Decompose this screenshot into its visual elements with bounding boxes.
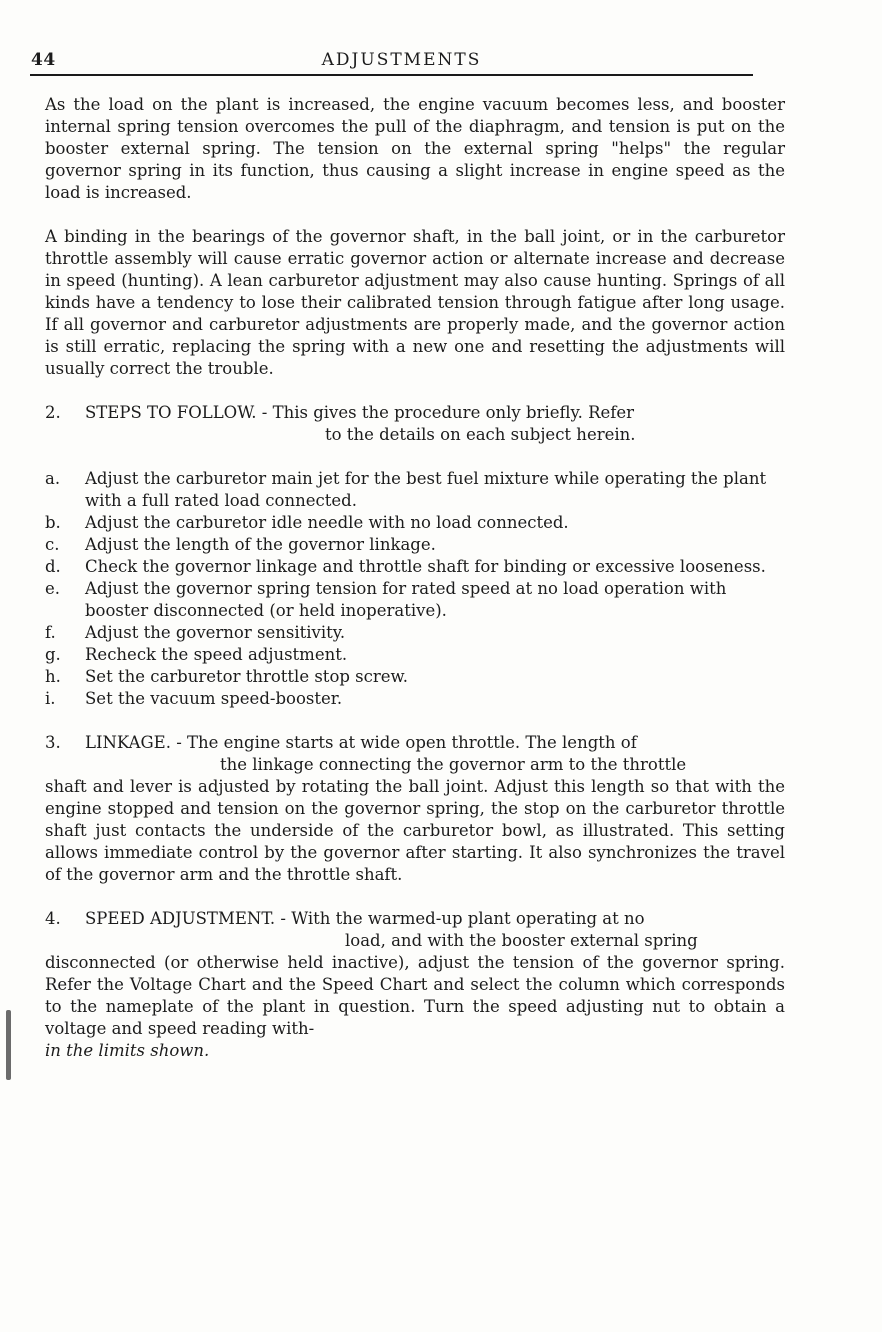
page-number: 44: [31, 50, 56, 70]
list-item: [45, 512, 785, 534]
section-2: [45, 402, 785, 446]
step-letter: a.: [45, 469, 61, 488]
steps-list: [45, 468, 785, 710]
step-text: Adjust the carburetor main jet for the best fuel mixture while operating the plant with a full rated load connected.: [85, 469, 767, 510]
running-head: ADJUSTMENTS: [321, 50, 482, 70]
list-item: [45, 468, 785, 512]
list-item: [45, 534, 785, 556]
step-text: Set the vacuum speed-booster.: [85, 689, 343, 708]
step-text: Adjust the governor spring tension for rated speed at no load operation with booster disconnected (or held inoperative).: [85, 579, 727, 620]
paragraph-hunting: A binding in the bearings of the governor shaft, in the ball joint, or in the carburetor throttle assembly will cause erratic governor action or alternate increase and decrease in speed (hunting). A lean carburetor adjustment may also cause hunting. Springs of all kinds have a tendency to lose their calibrated tension through fatigue after long usage. If all governor and carburetor adjustments are properly made, and the governor action is still erratic, replacing the spring with a new one and resetting the adjustments will usually correct the trouble.: [45, 227, 785, 378]
list-item: [45, 578, 785, 622]
section-4-body: disconnected (or otherwise held inactive), adjust the tension of the governor spring. Refer the Voltage Chart and the Speed Chart and select the column which corresponds to the nameplate of the plant in question. Turn the speed adjusting nut to obtain a voltage and speed reading with-: [45, 953, 785, 1038]
step-text: Adjust the length of the governor linkage.: [85, 535, 436, 554]
step-text: Set the carburetor throttle stop screw.: [85, 667, 408, 686]
section-2-title: STEPS TO FOLLOW. - This gives the procedure only briefly. Refer: [85, 403, 635, 422]
body-text: [45, 94, 785, 1084]
step-text: Recheck the speed adjustment.: [85, 645, 348, 664]
section-2-number: 2.: [45, 403, 61, 422]
list-item: [45, 688, 785, 710]
section-2-continuation: to the details on each subject herein.: [325, 425, 636, 444]
step-letter: h.: [45, 667, 61, 686]
section-3-line2: the linkage connecting the governor arm to the throttle: [220, 755, 687, 774]
step-letter: d.: [45, 557, 61, 576]
section-4-line2: load, and with the booster external spring: [345, 931, 698, 950]
page-header: [30, 50, 753, 76]
step-text: Adjust the governor sensitivity.: [85, 623, 346, 642]
step-letter: i.: [45, 689, 56, 708]
section-3-number: 3.: [45, 733, 61, 752]
section-3: [45, 732, 785, 886]
list-item: [45, 556, 785, 578]
step-text: Adjust the carburetor idle needle with no load connected.: [85, 513, 569, 532]
step-letter: c.: [45, 535, 60, 554]
paragraph-booster: As the load on the plant is increased, the engine vacuum becomes less, and booster internal spring tension overcomes the pull of the diaphragm, and tension is put on the booster external spring. The tension on the external spring "helps" the regular governor spring in its function, thus causing a slight increase in engine speed as the load is increased.: [45, 95, 785, 202]
list-item: [45, 666, 785, 688]
section-4-title: SPEED ADJUSTMENT. - With the warmed-up plant operating at no: [85, 909, 645, 928]
section-4: [45, 908, 785, 1062]
section-4-number: 4.: [45, 909, 61, 928]
list-item: [45, 622, 785, 644]
section-3-body: shaft and lever is adjusted by rotating the ball joint. Adjust this length so that with the engine stopped and tension on the governor spring, the stop on the carburetor throttle shaft just contacts the underside of the carburetor bowl, as illustrated. This setting allows immediate control by the governor after starting. It also synchronizes the travel of the governor arm and the throttle shaft.: [45, 777, 785, 884]
step-letter: e.: [45, 579, 61, 598]
step-text: Check the governor linkage and throttle shaft for binding or excessive looseness.: [85, 557, 766, 576]
section-3-title: LINKAGE. - The engine starts at wide open throttle. The length of: [85, 733, 637, 752]
step-letter: b.: [45, 513, 61, 532]
list-item: [45, 644, 785, 666]
section-4-last-line: in the limits shown.: [45, 1041, 210, 1060]
step-letter: g.: [45, 645, 61, 664]
scan-binding-mark: [6, 1010, 11, 1080]
step-letter: f.: [45, 623, 56, 642]
